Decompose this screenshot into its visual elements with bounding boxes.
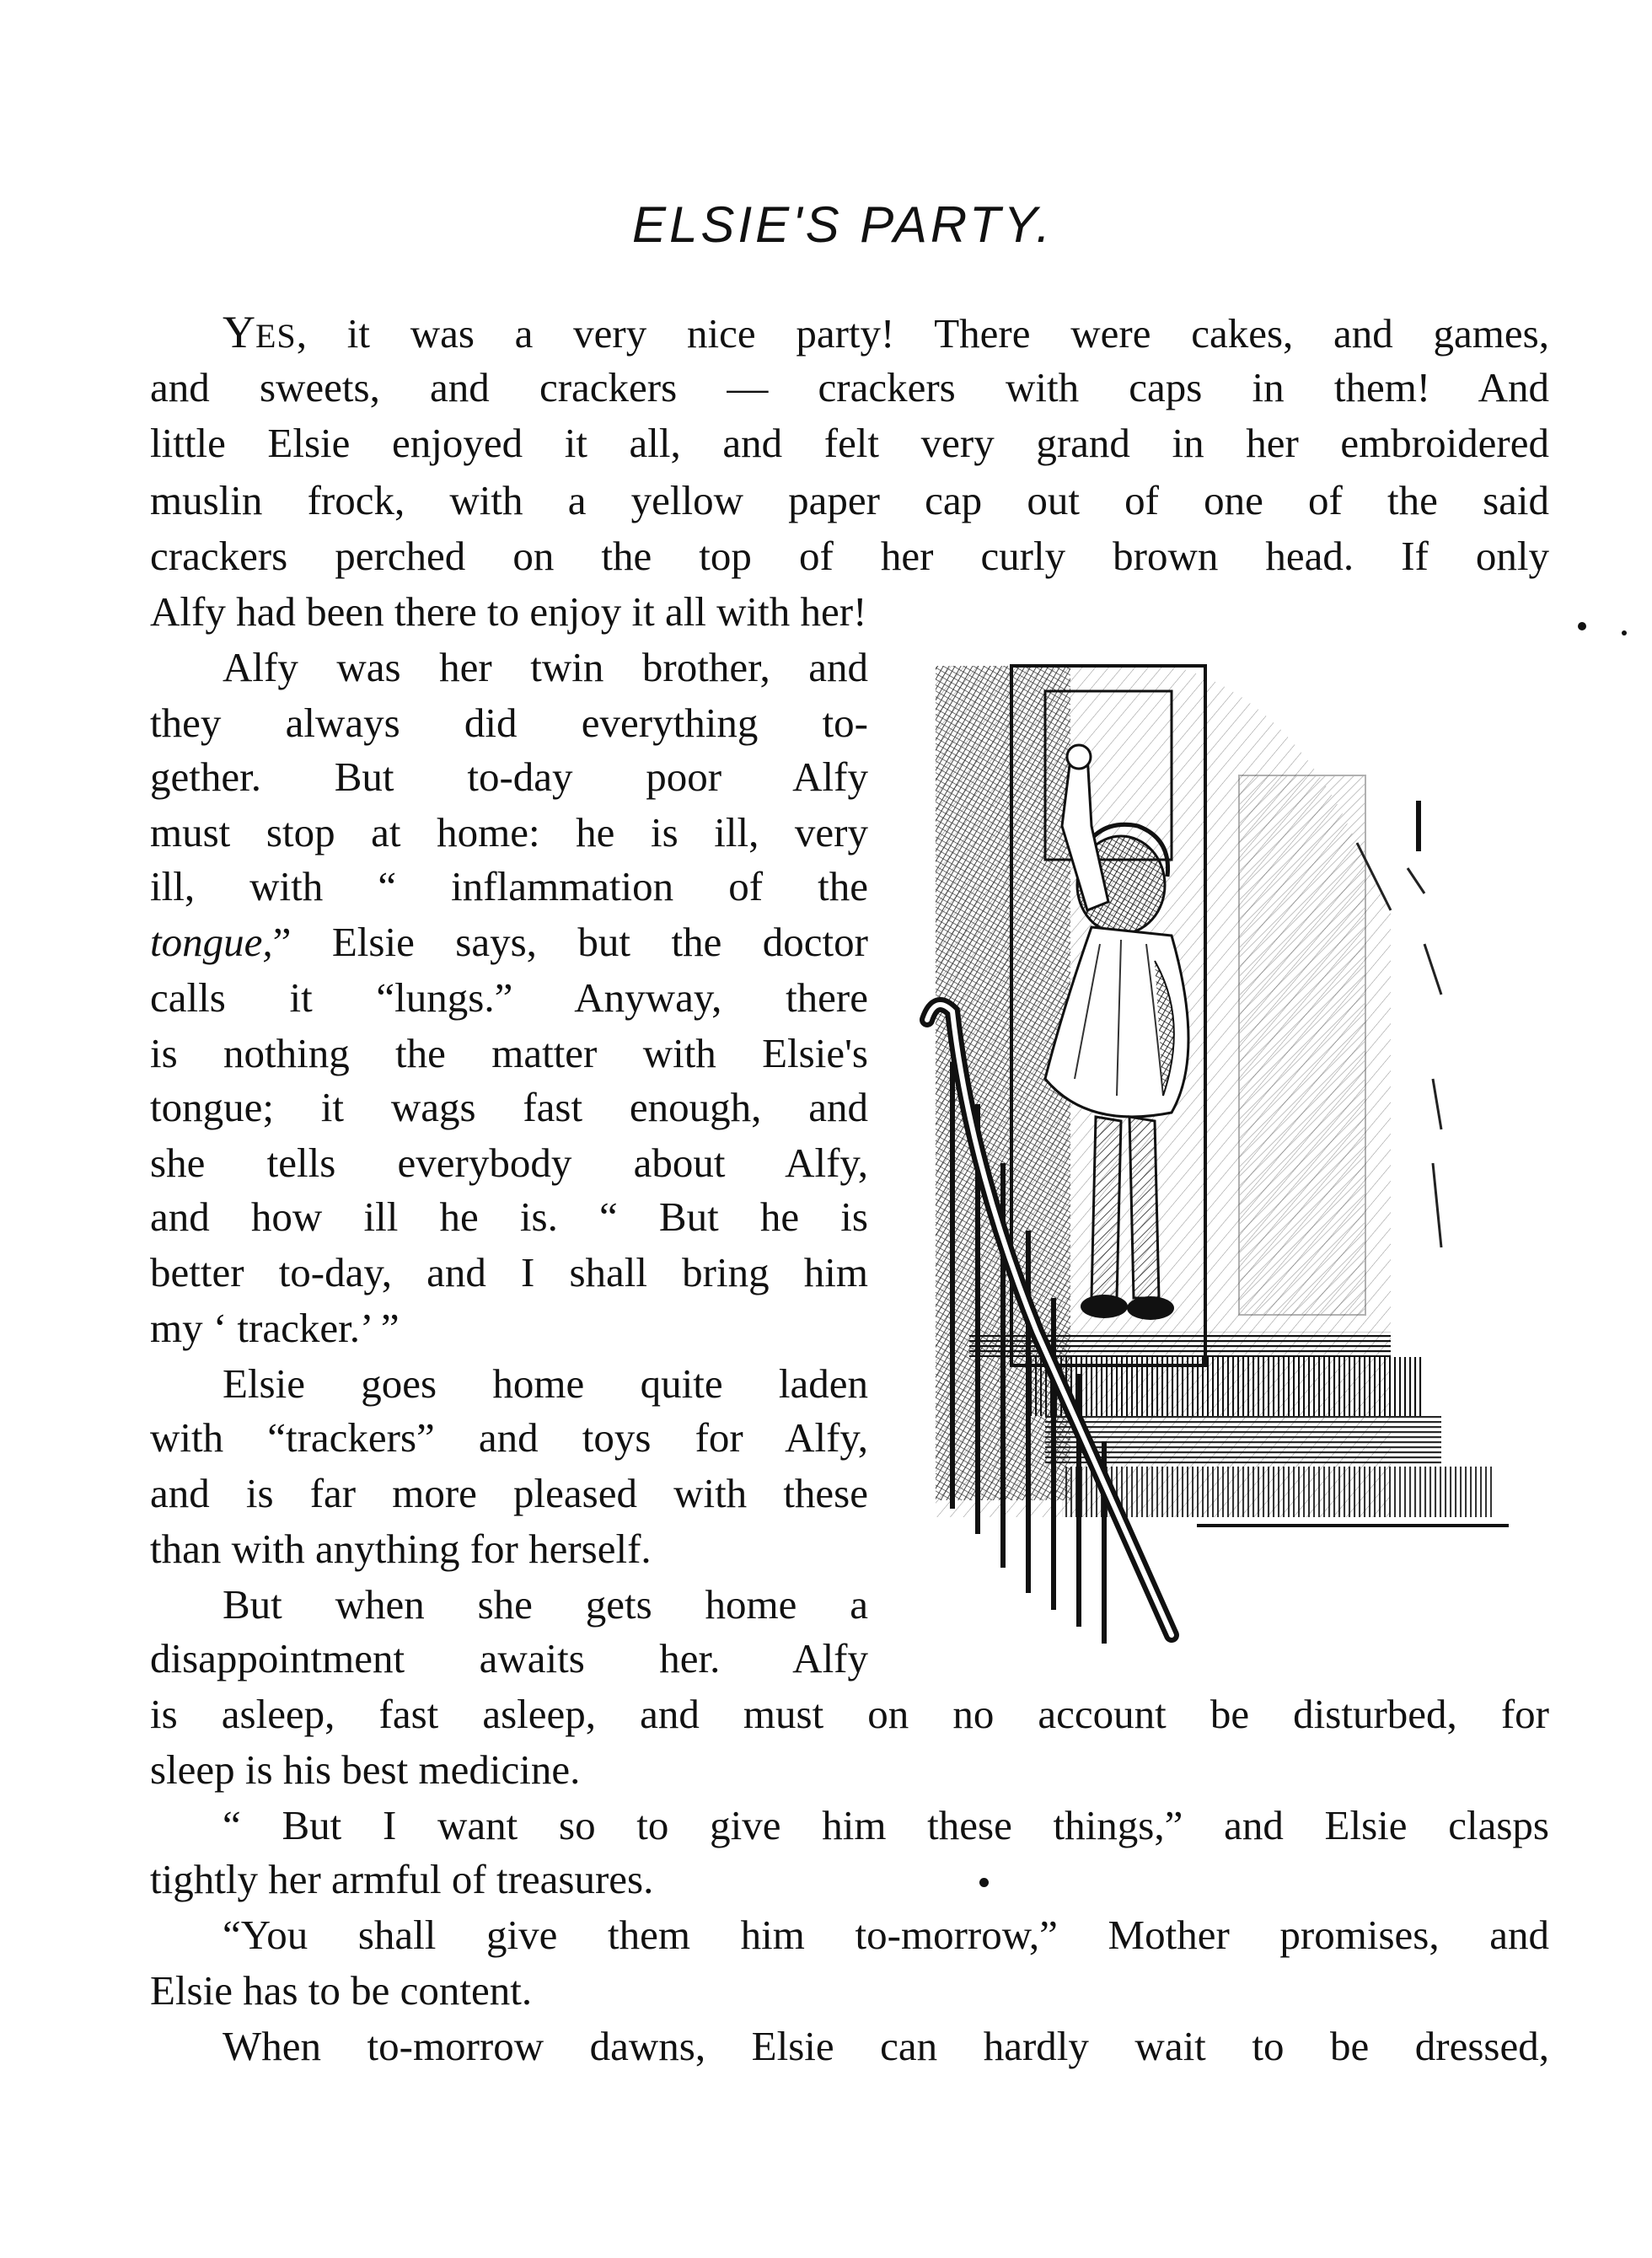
text-line: calls it “lungs.” Anyway, there bbox=[150, 974, 868, 1021]
italic-word: tongue, bbox=[150, 919, 273, 965]
text-line: tongue; it wags fast enough, and bbox=[150, 1084, 868, 1130]
text-line: muslin frock, with a yellow paper cap out of one of the said bbox=[150, 477, 1549, 523]
text-line: is asleep, fast asleep, and must on no account be disturbed, for bbox=[150, 1691, 1549, 1737]
text-line: tongue,” Elsie says, but the doctor bbox=[150, 919, 868, 965]
page-title: ELSIE'S PARTY. bbox=[632, 196, 1054, 253]
text-line: she tells everybody about Alfy, bbox=[150, 1140, 868, 1186]
text-line: Alfy was her twin brother, and bbox=[223, 644, 868, 690]
text-line: crackers perched on the top of her curly brown head. If only bbox=[150, 533, 1549, 579]
text-line: ill, with “ inflammation of the bbox=[150, 863, 868, 909]
text-line: gether. But to-day poor Alfy bbox=[150, 754, 868, 800]
text-line: sleep is his best medicine. bbox=[150, 1746, 581, 1793]
text-line: Alfy had been there to enjoy it all with her! bbox=[150, 588, 867, 635]
text-line: When to-morrow dawns, Elsie can hardly wait to be dressed, bbox=[223, 2023, 1549, 2069]
print-speck bbox=[1622, 630, 1627, 636]
text-line: must stop at home: he is ill, very bbox=[150, 809, 868, 855]
text-line: than with anything for herself. bbox=[150, 1526, 652, 1572]
print-speck bbox=[1578, 622, 1586, 630]
text-line: and is far more pleased with these bbox=[150, 1470, 868, 1516]
small-caps-lead: Y bbox=[223, 307, 255, 357]
text-line: and sweets, and crackers — crackers with caps in them! And bbox=[150, 364, 1549, 410]
text-line: little Elsie enjoyed it all, and felt very grand in her embroidered bbox=[150, 420, 1549, 466]
text-line: Elsie goes home quite laden bbox=[223, 1360, 868, 1407]
text-line: But when she gets home a bbox=[223, 1581, 868, 1628]
text-line: tightly her armful of treasures. bbox=[150, 1856, 654, 1902]
text-line: disappointment awaits her. Alfy bbox=[150, 1635, 868, 1681]
text-line: and how ill he is. “ But he is bbox=[150, 1193, 868, 1240]
text-line: “ But I want so to give him these things,” and Elsie clasps bbox=[223, 1802, 1549, 1848]
text-line: YES, it was a very nice party! There were cakes, and games, bbox=[223, 307, 1549, 357]
staircase-girl-illustration bbox=[919, 657, 1526, 1677]
text-line: they always did everything to- bbox=[150, 700, 868, 746]
small-caps-rest: ES bbox=[255, 317, 297, 355]
text-line: better to-day, and I shall bring him bbox=[150, 1249, 868, 1295]
text-line: my ‘ tracker.’ ” bbox=[150, 1305, 400, 1351]
text-line: with “trackers” and toys for Alfy, bbox=[150, 1414, 868, 1461]
text-line: Elsie has to be content. bbox=[150, 1967, 533, 2014]
text-line: is nothing the matter with Elsie's bbox=[150, 1030, 868, 1076]
print-speck bbox=[979, 1878, 989, 1887]
text-line: “You shall give them him to-morrow,” Mother promises, and bbox=[223, 1912, 1549, 1958]
